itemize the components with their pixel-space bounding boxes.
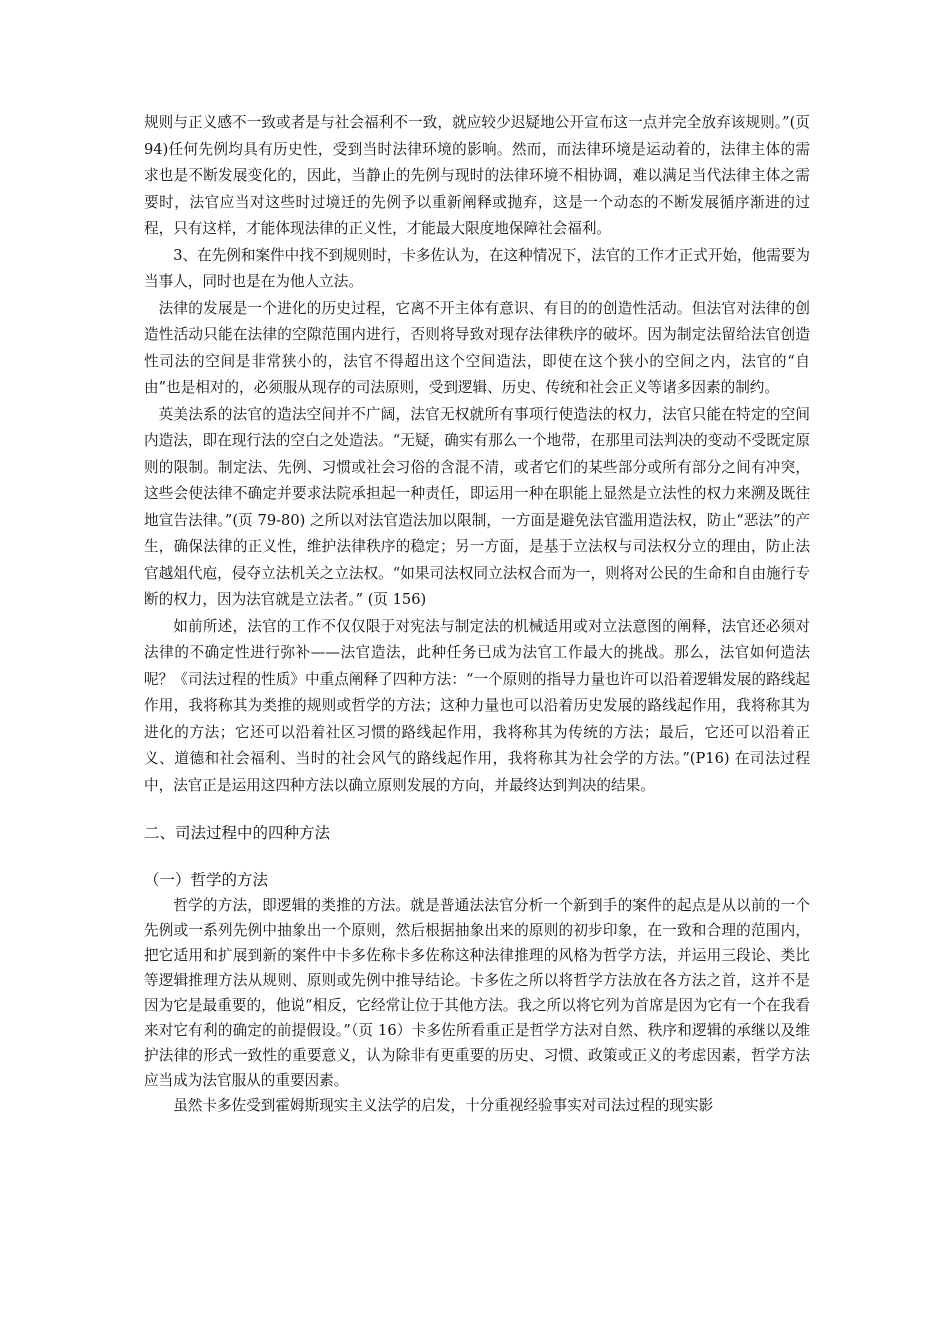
document-page [144,110,810,1120]
section-heading: 二、司法过程中的四种方法 [144,824,331,842]
paragraph-four-methods-intro: 如前所述，法官的工作不仅仅限于对宪法与制定法的机械适用或对立法意图的阐释，法官还必须对法律的不确定性进行弥补——法官造法，此种任务已成为法官工作最大的挑战。那么，法官如何造法呢？《司法过程的性质》中重点阐释了四种方法：“一个原则的指导力量也许可以沿着逻辑发展的路线起作用，我将称其为类推的规则或哲学的方法；这种力量也可以沿着历史发展的路线起作用，我将称其为进化的方法；它还可以沿着社区习惯的路线起作用，我将称其为传统的方法；最后，它还可以沿着正义、道德和社会福利、当时的社会风气的路线起作用，我将称其为社会学的方法。”(P16) 在司法过程中，法官正是运用这四种方法以确立原则发展的方向，并最终达到判决的结果。 [144,617,810,794]
paragraph-holmes-realism: 虽然卡多佐受到霍姆斯现实主义法学的启发，十分重视经验事实对司法过程的现实影 [173,1097,714,1114]
paragraph-no-rule-found: 3、在先例和案件中找不到规则时，卡多佐认为，在这种情况下，法官的工作才正式开始，他需要为当事人，同时也是在为他人立法。 [144,246,811,290]
paragraph-judge-lawmaking-space: 英美法系的法官的造法空间并不广阔，法官无权就所有事项行使造法的权力，法官只能在特定的空间内造法，即在现行法的空白之处造法。“无疑，确实有那么一个地带，在那里司法判决的变动不受既定原则的限制。制定法、先例、习惯或社会习俗的含混不清，或者它们的某些部分或所有部分之间有冲突，这些会使法律不确定并要求法院承担起一种责任，即运用一种在职能上显然是立法性的权力来溯及既往地宣告法律。”(页 79-80) 之所以对法官造法加以限制，一方面是避免法官滥用造法权，防止“恶法”的产生，确保法律的正义性，维护法律秩序的稳定；另一方面，是基于立法权与司法权分立的理由，防止法官越俎代庖，侵夺立法机关之立法权。“如果司法权同立法权合而为一，则将对公民的生命和自由施行专断的权力，因为法官就是立法者。” (页 156) [144,405,810,608]
sub-heading-philosophical-method: （一）哲学的方法 [144,871,269,889]
paragraph-philosophical-method: 哲学的方法，即逻辑的类推的方法。就是普通法法官分析一个新到手的案件的起点是从以前的一个先例或一系列先例中抽象出一个原则，然后根据抽象出来的原则的初步印象，在一致和合理的范围内，把它适用和扩展到新的案件中卡多佐称卡多佐称这种法律推理的风格为哲学方法，并运用三段论、类比等逻辑推理方法从规则、原则或先例中推导结论。卡多佐之所以将哲学方法放在各方法之首，这并不是因为它是最重要的，他说“相反，它经常让位于其他方法。我之所以将它列为首席是因为它有一个在我看来对它有利的确定的前提假设。”（页 16）卡多佐所看重正是哲学方法对自然、秩序和逻辑的承继以及维护法律的形式一致性的重要意义，认为除非有更重要的历史、习惯、政策或正义的考虑因素，哲学方法应当成为法官服从的重要因素。 [144,897,810,1089]
paragraph-law-evolution: 法律的发展是一个进化的历史过程，它离不开主体有意识、有目的的创造性活动。但法官对法律的创造性活动只能在法律的空隙范围内进行，否则将导致对现存法律秩序的破坏。因为制定法留给法官创造性司法的空间是非常狭小的，法官不得超出这个空间造法，即使在这个狭小的空间之内，法官的“自由”也是相对的，必须服从现存的司法原则，受到逻辑、历史、传统和社会正义等诸多因素的制约。 [144,299,810,396]
paragraph-rule-justice: 规则与正义感不一致或者是与社会福利不一致，就应较少迟疑地公开宣布这一点并完全放弃该规则。”(页 94)任何先例均具有历史性，受到当时法律环境的影响。然而，而法律环境是运动着的，法律主体的需求也是不断发展变化的，因此，当静止的先例与现时的法律环境不相协调，难以满足当代法律主体之需要时，法官应当对这些时过境迁的先例予以重新阐释或抛弃，这是一个动态的不断发展循序渐进的过程，只有这样，才能体现法律的正义性，才能最大限度地保障社会福利。 [144,114,810,237]
